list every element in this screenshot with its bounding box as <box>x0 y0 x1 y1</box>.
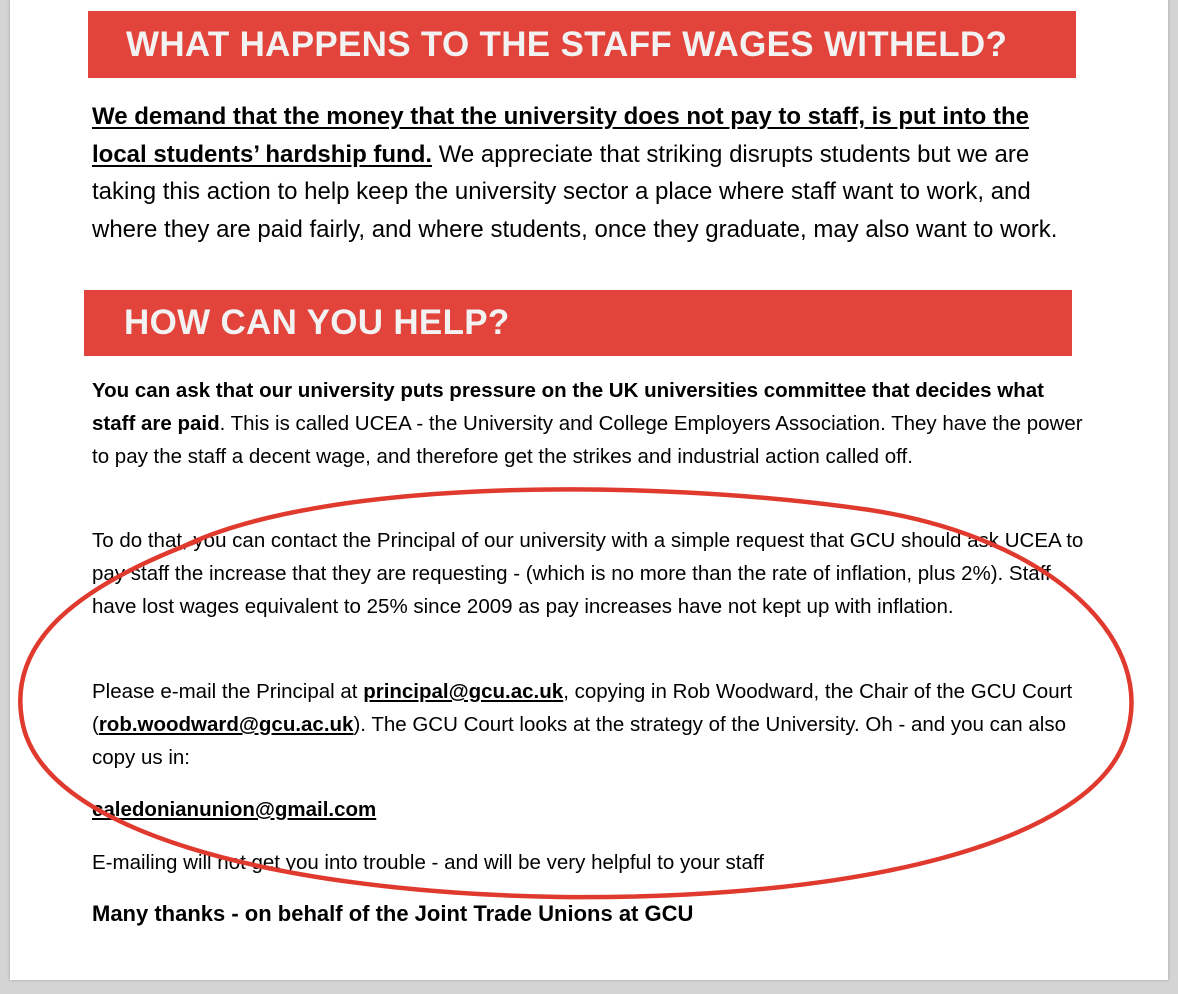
principal-email-link[interactable]: principal@gcu.ac.uk <box>363 680 564 703</box>
union-email-line <box>92 793 1092 826</box>
wages-paragraph <box>92 98 1082 248</box>
chair-email-link[interactable]: rob.woodward@gcu.ac.uk <box>98 713 354 736</box>
document-page <box>10 0 1168 980</box>
court-text: ). The GCU Court looks at the strategy of the University. Oh - and you can also copy us in: <box>92 713 1066 769</box>
signoff-text: Many thanks - on behalf of the Joint Trade Unions at GCU <box>92 901 694 926</box>
email-instruction: Please e-mail the Principal at <box>92 680 364 703</box>
help-paragraph-2: To do that, you can contact the Principal of our university with a simple request that GCU should ask UCEA to pay staff the increase that they are requesting - (which is no more than the rate of inflation, plus 2%). Staff have lost wages equivalent to 25% since 2009 as pay increases have not kept up with inflation. <box>92 529 1084 618</box>
help-ask: You can ask that our university puts pressure on the UK universities committee that decides what staff are paid <box>92 379 1044 435</box>
reassurance-text: E-mailing will not get you into trouble - and will be very helpful to your staff <box>92 851 764 874</box>
section-heading-help: HOW CAN YOU HELP? <box>84 290 1072 356</box>
wages-explanation: We appreciate that striking disrupts students but we are taking this action to help keep the university sector a place where staff want to work, and where they are paid fairly, and where students, once they graduate, may also want to work. <box>92 140 1058 243</box>
wages-demand: We demand that the money that the university does not pay to staff, is put into the local students’ hardship fund. <box>92 103 1029 168</box>
help-ucea-text: . This is called UCEA - the University and College Employers Association. They have the power to pay the staff a decent wage, and therefore get the strikes and industrial action called off. <box>92 412 1083 468</box>
section-heading-wages: WHAT HAPPENS TO THE STAFF WAGES WITHELD? <box>88 11 1076 78</box>
union-email-link[interactable]: caledonianunion@gmail.com <box>92 798 377 821</box>
help-paragraph-1 <box>92 374 1092 473</box>
email-copy-text: , copying in Rob Woodward, the Chair of the GCU Court ( <box>92 680 1073 736</box>
help-paragraph-3 <box>92 675 1092 774</box>
